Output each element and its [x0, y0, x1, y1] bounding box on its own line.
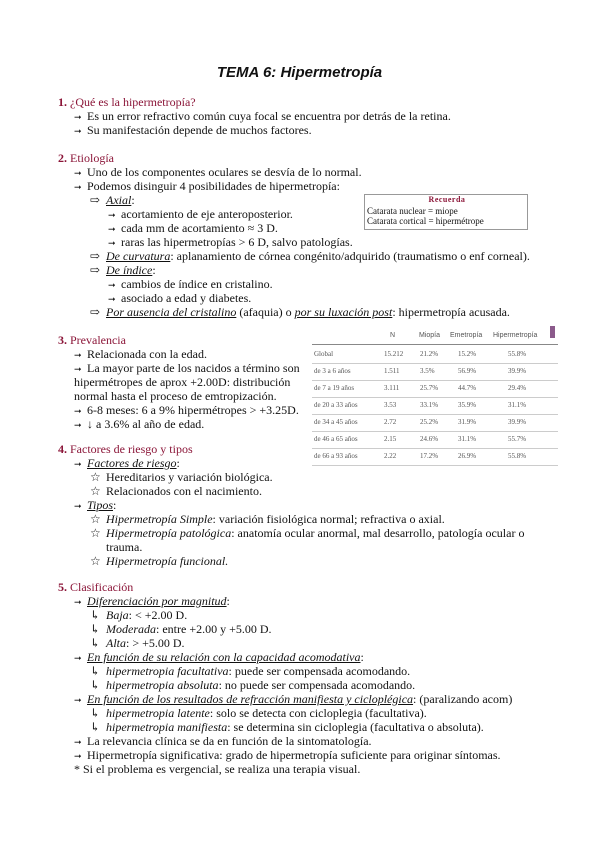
- cell-hipermetropia: 39.9%: [508, 418, 527, 426]
- star-icon: ☆: [90, 470, 101, 484]
- s3-item-3: ➞ 6-8 meses: 6 a 9% hipermétropes > +3.25D.: [74, 403, 299, 417]
- recuerda-box: [364, 194, 528, 230]
- s3-item-1: ➞ Relacionada con la edad.: [74, 347, 207, 361]
- arrow-icon: ➞: [74, 168, 82, 178]
- hollow-arrow-icon: ⇨: [90, 263, 101, 277]
- return-arrow-icon: ↳: [90, 706, 101, 720]
- cell-hipermetropia: 39.9%: [508, 367, 527, 375]
- return-arrow-icon: ↳: [90, 622, 101, 636]
- return-arrow-icon: ↳: [90, 664, 101, 678]
- s1-item-1: ➞ Es un error refractivo común cuya focal se encuentra por detrás de la retina.: [74, 109, 451, 123]
- s1-item-2: ➞ Su manifestación depende de muchos factores.: [74, 123, 312, 137]
- arrow-icon: ➞: [74, 737, 82, 747]
- arrow-icon: ➞: [74, 364, 82, 374]
- latente-item: ↳ hipermetropia latente: solo se detecta con cicloplegia (facultativa).: [90, 706, 427, 720]
- cell-emetropia: 15.2%: [458, 350, 477, 358]
- tipo-patologica-cont: trauma.: [106, 540, 143, 554]
- return-arrow-icon: ↳: [90, 608, 101, 622]
- table-accent-bar: [550, 326, 555, 338]
- s2-item-2: ➞ Podemos disinguir 4 posibilidades de hipermetropía:: [74, 179, 340, 193]
- arrow-icon: ➞: [108, 280, 116, 290]
- vergencial-note: * Si el problema es vergencial, se realiza una terapia visual.: [74, 762, 361, 776]
- arrow-icon: ➞: [74, 459, 82, 469]
- cell-n: 1.511: [384, 367, 400, 375]
- table-row: [312, 414, 558, 432]
- facultativa-item: ↳ hipermetropia facultativa: puede ser compensada acomodando.: [90, 664, 411, 678]
- arrow-icon: ➞: [108, 210, 116, 220]
- s3-item-4: ➞ ↓ a 3.6% al año de edad.: [74, 417, 205, 431]
- absoluta-item: ↳ hipermetropia absoluta: no puede ser compensada acomodando.: [90, 678, 416, 692]
- magnitud-moderada: ↳ Moderada: entre +2.00 y +5.00 D.: [90, 622, 272, 636]
- cell-hipermetropia: 55.7%: [508, 435, 527, 443]
- s3-item-2-cont: hipermétropes de aprox +2.00D: distribución: [74, 375, 291, 389]
- cell-miopia: 33.1%: [420, 401, 439, 409]
- cell-n: 2.15: [384, 435, 397, 443]
- cell-n: 15.212: [384, 350, 404, 358]
- s3-item-2: ➞ La mayor parte de los nacidos a término son: [74, 361, 300, 375]
- col-header-emetropia: Emetropía: [450, 332, 483, 339]
- cell-n: 2.72: [384, 418, 397, 426]
- factores-item-1: ☆ Hereditarios y variación biológica.: [90, 470, 273, 484]
- cell-miopia: 24.6%: [420, 435, 439, 443]
- table-row: [312, 397, 558, 415]
- axial-label: ⇨ Axial:: [90, 193, 135, 207]
- section-3-heading: 3. Prevalencia: [58, 333, 126, 347]
- hollow-arrow-icon: ⇨: [90, 249, 101, 263]
- prevalence-table: [312, 326, 558, 460]
- cell-emetropia: 56.9%: [458, 367, 477, 375]
- cell-emetropia: 35.9%: [458, 401, 477, 409]
- indice-label: ⇨ De índice:: [90, 263, 156, 277]
- cell-miopia: 25.2%: [420, 418, 439, 426]
- arrow-icon: ➞: [74, 420, 82, 430]
- row-label: de 66 a 93 años: [314, 452, 358, 460]
- section-2-heading: 2. Etiología: [58, 151, 114, 165]
- return-arrow-icon: ↳: [90, 720, 101, 734]
- cell-emetropia: 26.9%: [458, 452, 477, 460]
- arrow-icon: ➞: [108, 224, 116, 234]
- star-icon: ☆: [90, 512, 101, 526]
- row-label: de 46 a 65 años: [314, 435, 358, 443]
- table-row: [312, 346, 558, 364]
- cell-emetropia: 31.1%: [458, 435, 477, 443]
- row-label: de 20 a 33 años: [314, 401, 358, 409]
- cell-emetropia: 44.7%: [458, 384, 477, 392]
- tipo-funcional: ☆ Hipermetropía funcional.: [90, 554, 229, 568]
- table-row: [312, 431, 558, 449]
- cell-miopia: 25.7%: [420, 384, 439, 392]
- row-label: de 7 a 19 años: [314, 384, 355, 392]
- refraccion-label: ➞ En función de los resultados de refracción manifiesta y cicloplégica: (paralizando acom): [74, 692, 513, 706]
- row-label: Global: [314, 350, 334, 358]
- cell-hipermetropia: 55.8%: [508, 350, 527, 358]
- cell-hipermetropia: 29.4%: [508, 384, 527, 392]
- col-header-hipermetropia: Hipermetropía: [493, 332, 538, 339]
- arrow-icon: ➞: [74, 350, 82, 360]
- arrow-icon: ➞: [74, 597, 82, 607]
- arrow-icon: ➞: [74, 695, 82, 705]
- star-icon: ☆: [90, 554, 101, 568]
- relevancia-item: ➞ La relevancia clínica se da en función de la sintomatología.: [74, 734, 372, 748]
- arrow-icon: ➞: [108, 294, 116, 304]
- table-header-rule: [312, 344, 558, 345]
- magnitud-alta: ↳ Alta: > +5.00 D.: [90, 636, 185, 650]
- page-title: TEMA 6: Hipermetropía: [216, 64, 383, 81]
- significativa-item: ➞ Hipermetropía significativa: grado de hipermetropía suficiente para originar síntomas.: [74, 748, 501, 762]
- acomodativa-label: ➞ En función de su relación con la capacidad acomodativa:: [74, 650, 364, 664]
- factores-label: ➞ Factores de riesgo:: [74, 456, 180, 470]
- col-header-miopia: Miopía: [419, 332, 441, 339]
- axial-item-3: ➞ raras las hipermetropías > 6 D, salvo patologías.: [108, 235, 353, 249]
- indice-item-2: ➞ asociado a edad y diabetes.: [108, 291, 252, 305]
- arrow-icon: ➞: [108, 238, 116, 248]
- section-4-heading: 4. Factores de riesgo y tipos: [58, 442, 193, 456]
- recuerda-line-2: Catarata cortical = hipermétrope: [367, 216, 484, 226]
- factores-item-2: ☆ Relacionados con el nacimiento.: [90, 484, 262, 498]
- curvatura-item: ⇨ De curvatura: aplanamiento de córnea congénito/adquirido (traumatismo o enf corneal).: [90, 249, 530, 263]
- cell-n: 3.111: [384, 384, 400, 392]
- cell-miopia: 21.2%: [420, 350, 439, 358]
- s2-item-1: ➞ Uno de los componentes oculares se desvía de lo normal.: [74, 165, 362, 179]
- s3-item-2-cont2: normal hasta el proceso de emtropización.: [74, 389, 277, 403]
- magnitud-baja: ↳ Baja: < +2.00 D.: [90, 608, 188, 622]
- arrow-icon: ➞: [74, 126, 82, 136]
- axial-item-1: ➞ acortamiento de eje anteroposterior.: [108, 207, 293, 221]
- section-1-heading: 1. ¿Qué es la hipermetropía?: [58, 95, 196, 109]
- tipos-label: ➞ Tipos:: [74, 498, 117, 512]
- cell-hipermetropia: 31.1%: [508, 401, 527, 409]
- arrow-icon: ➞: [74, 406, 82, 416]
- table-row: [312, 380, 558, 398]
- axial-item-2: ➞ cada mm de acortamiento ≈ 3 D.: [108, 221, 278, 235]
- table-row: [312, 363, 558, 381]
- star-icon: ☆: [90, 484, 101, 498]
- recuerda-title: Recuerda: [428, 195, 466, 204]
- row-label: de 3 a 6 años: [314, 367, 351, 375]
- return-arrow-icon: ↳: [90, 678, 101, 692]
- arrow-icon: ➞: [74, 653, 82, 663]
- col-header-n: N: [390, 332, 396, 339]
- arrow-icon: ➞: [74, 751, 82, 761]
- ausencia-item: ⇨ Por ausencia del cristalino (afaquia) o por su luxación post: hipermetropía acusada.: [90, 305, 510, 319]
- return-arrow-icon: ↳: [90, 636, 101, 650]
- indice-item-1: ➞ cambios de índice en cristalino.: [108, 277, 273, 291]
- arrow-icon: ➞: [74, 182, 82, 192]
- hollow-arrow-icon: ⇨: [90, 305, 101, 319]
- cell-miopia: 3.5%: [420, 367, 435, 375]
- tipo-simple: ☆ Hipermetropía Simple: variación fisiológica normal; refractiva o axial.: [90, 512, 445, 526]
- cell-n: 3.53: [384, 401, 397, 409]
- section-5-heading: 5. Clasificación: [58, 580, 134, 594]
- star-icon: ☆: [90, 526, 101, 540]
- hollow-arrow-icon: ⇨: [90, 193, 101, 207]
- row-label: de 34 a 45 años: [314, 418, 358, 426]
- arrow-icon: ➞: [74, 501, 82, 511]
- recuerda-line-1: Catarata nuclear = miope: [367, 205, 458, 216]
- magnitud-label: ➞ Diferenciación por magnitud:: [74, 594, 230, 608]
- tipo-patologica: ☆ Hipermetropía patológica: anatomía ocular anormal, mal desarrollo, patología ocular o: [90, 526, 525, 540]
- cell-miopia: 17.2%: [420, 452, 439, 460]
- arrow-icon: ➞: [74, 112, 82, 122]
- table-row: [312, 448, 558, 466]
- cell-emetropia: 31.9%: [458, 418, 477, 426]
- cell-n: 2.22: [384, 452, 397, 460]
- cell-hipermetropia: 55.8%: [508, 452, 527, 460]
- manifiesta-item: ↳ hipermetropia manifiesta: se determina sin cicloplegia (facultativa o absoluta).: [90, 720, 484, 734]
